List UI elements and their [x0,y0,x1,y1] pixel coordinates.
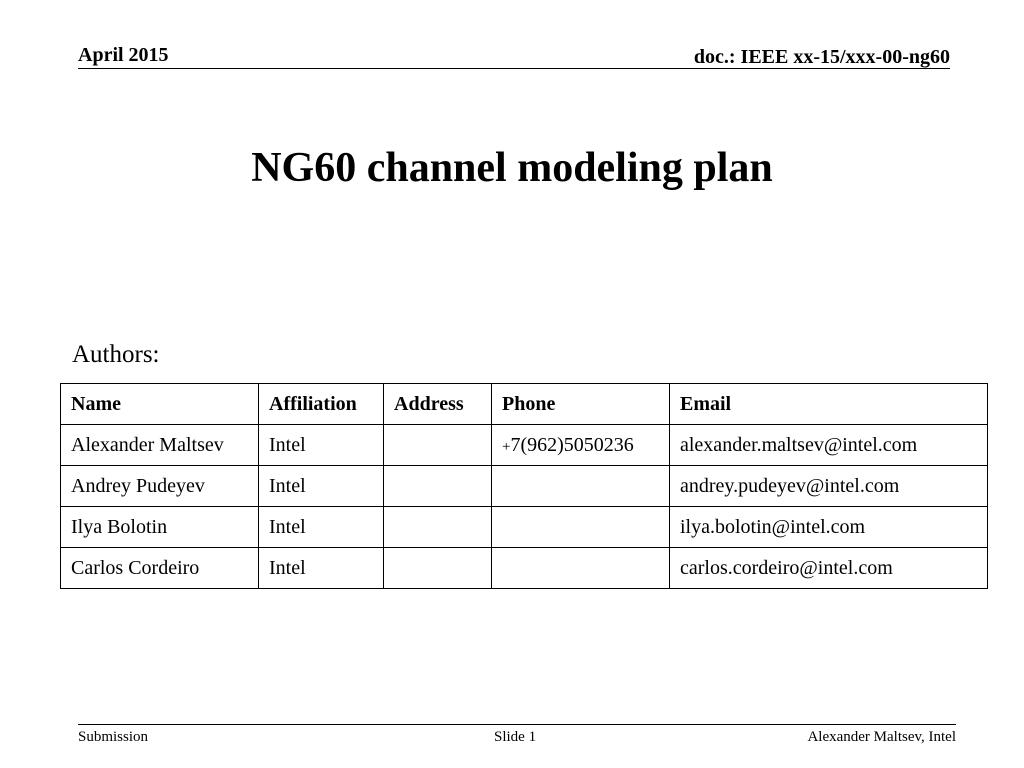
author-email: carlos.cordeiro@intel.com [670,548,988,589]
column-header-name: Name [61,384,259,425]
author-email: ilya.bolotin@intel.com [670,507,988,548]
table-row [61,466,988,507]
author-name: Ilya Bolotin [61,507,259,548]
table-row [61,507,988,548]
column-header-address: Address [384,384,492,425]
author-address [384,466,492,507]
author-name: Andrey Pudeyev [61,466,259,507]
author-email: andrey.pudeyev@intel.com [670,466,988,507]
phone-number: 7(962)5050236 [510,433,634,456]
author-name: Carlos Cordeiro [61,548,259,589]
header-date: April 2015 [78,44,169,66]
author-address [384,507,492,548]
author-email: alexander.maltsev@intel.com [670,425,988,466]
author-address [384,548,492,589]
author-affiliation: Intel [259,466,384,507]
author-affiliation: Intel [259,425,384,466]
table-row [61,548,988,589]
footer-divider [78,724,956,725]
authors-label: Authors: [72,341,160,368]
authors-table [60,383,988,589]
author-address [384,425,492,466]
author-name: Alexander Maltsev [61,425,259,466]
slide-title: NG60 channel modeling plan [251,145,773,191]
column-header-phone: Phone [492,384,670,425]
author-phone [492,507,670,548]
author-affiliation: Intel [259,548,384,589]
table-row [61,425,988,466]
header-doc-id: doc.: IEEE xx-15/xxx-00-ng60 [693,46,950,68]
author-phone [492,425,670,466]
footer-author: Alexander Maltsev, Intel [807,729,956,745]
phone-prefix: + [502,438,511,455]
table-header-row [61,384,988,425]
footer-submission: Submission [78,729,149,745]
column-header-affiliation: Affiliation [259,384,384,425]
author-affiliation: Intel [259,507,384,548]
author-phone [492,466,670,507]
header-divider [78,68,950,69]
column-header-email: Email [670,384,988,425]
footer-slide-number: Slide 1 [494,729,537,745]
author-phone [492,548,670,589]
